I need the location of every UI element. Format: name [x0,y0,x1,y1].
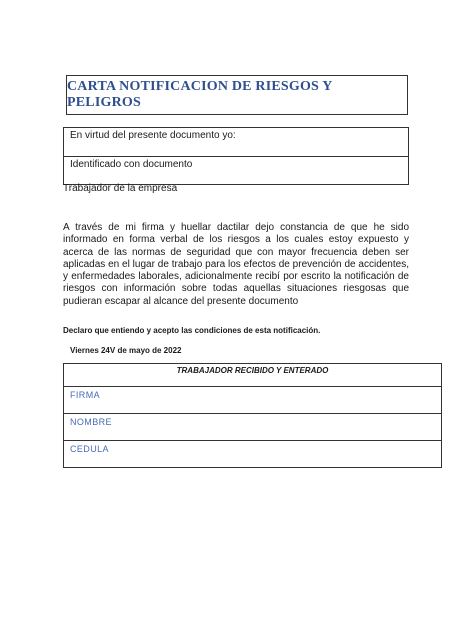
document-title: CARTA NOTIFICACION DE RIESGOS Y PELIGROS [67,79,333,110]
signature-row-nombre: NOMBRE [64,413,441,440]
identification-table [63,127,409,185]
declaration-text: Declaro que entiendo y acepto las condiciones de esta notificación. [63,326,321,335]
notification-paragraph: A través de mi firma y huellar dactilar dejo constancia de que he sido informado en forma verbal de los riesgos a los cuales estoy expuesto y acerca de las normas de seguridad que con mayor frecuencia deben ser aplicadas en el lugar de trabajo para los efectos de prevención de accidentes, y enfermedades laborales, adicionalmente recibí por escrito la notificación de riesgos con información sobre todas aquellas situaciones riesgosas que pudieran escapar al alcance del presente documento [63,222,409,307]
identification-row-document: Identificado con documento [64,156,408,184]
signature-row-firma: FIRMA [64,386,441,413]
title-box [66,75,408,115]
identification-row-name: En virtud del presente documento yo: [70,130,236,141]
signature-row-cedula: CEDULA [64,440,441,467]
signature-table-header: TRABAJADOR RECIBIDO Y ENTERADO [176,366,329,375]
date-text: Viernes 24V de mayo de 2022 [70,346,182,355]
worker-company-line: Trabajador de la empresa [63,183,178,194]
signature-table [63,363,442,468]
